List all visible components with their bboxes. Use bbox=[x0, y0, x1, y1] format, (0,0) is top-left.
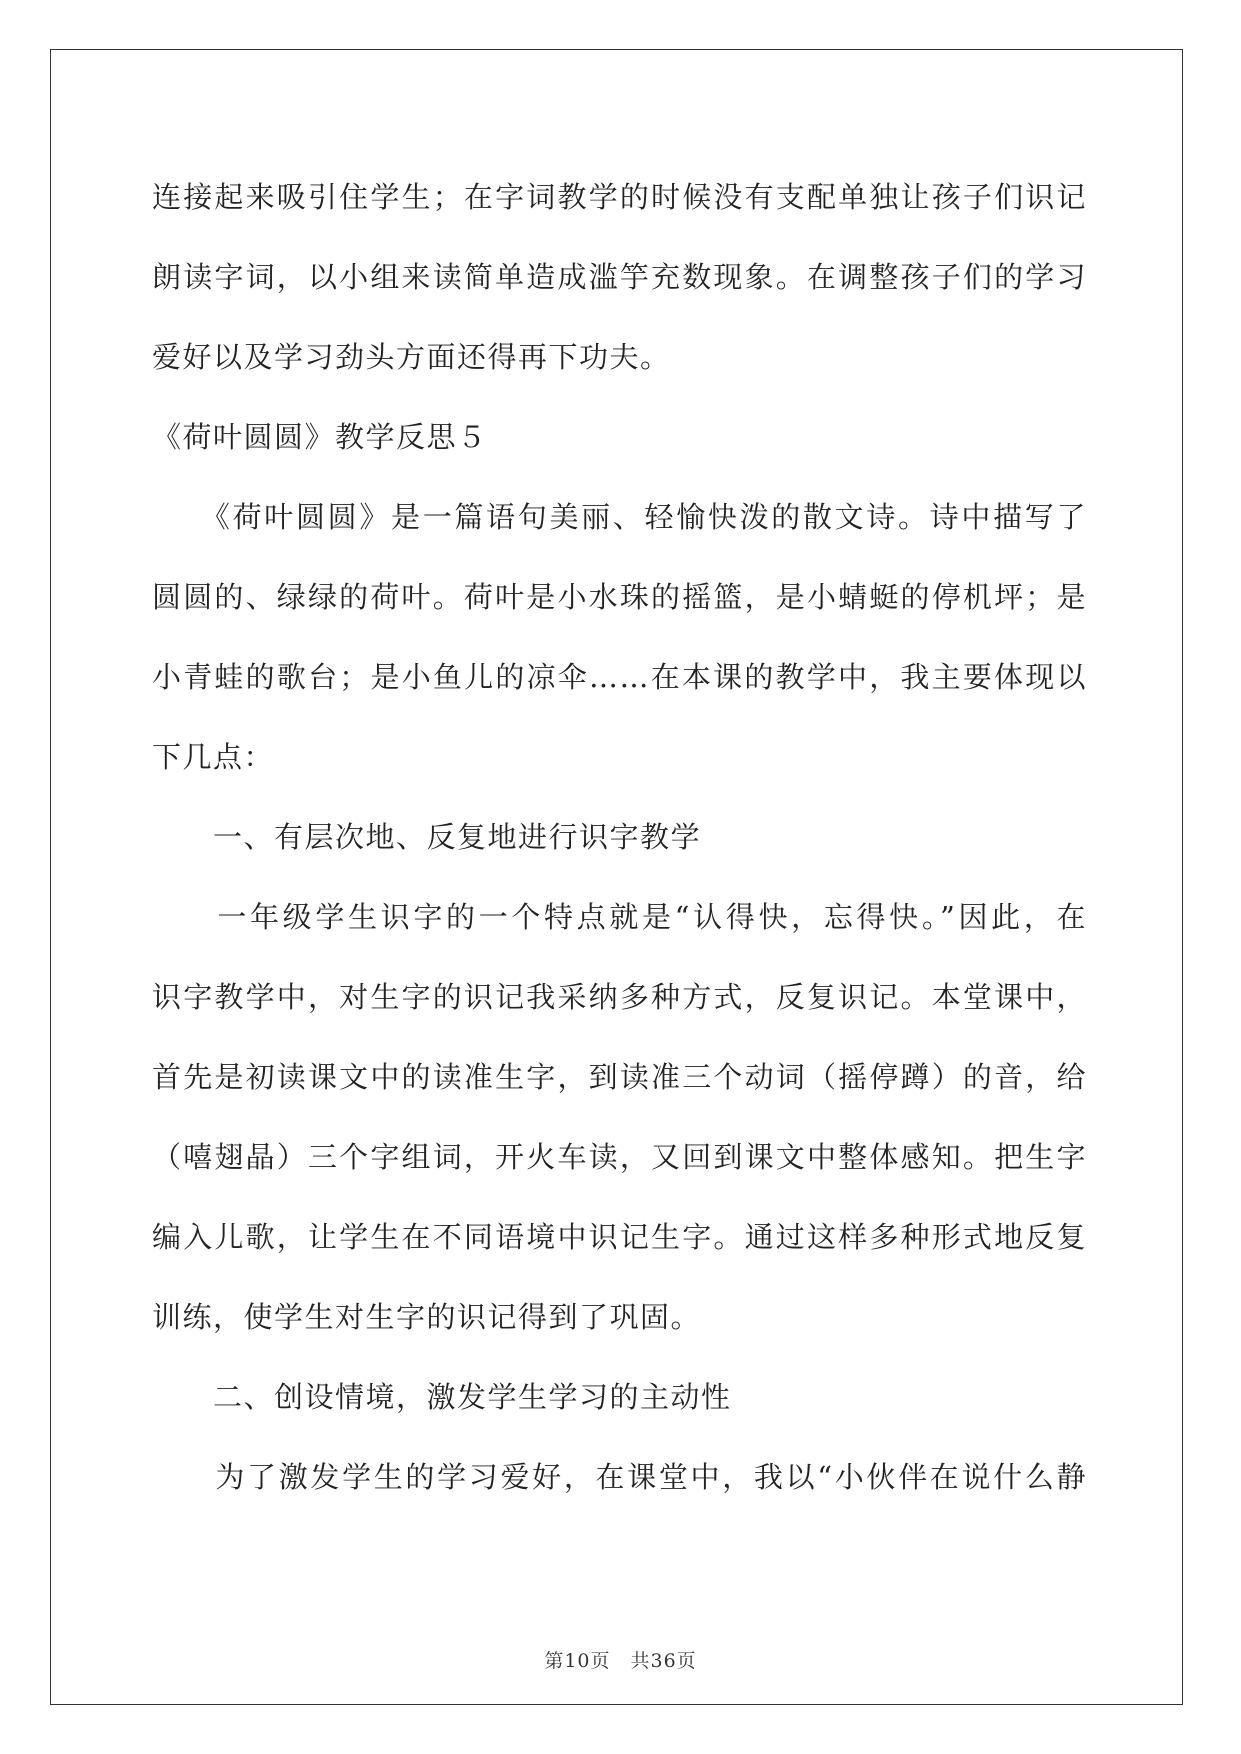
text-line: 为了激发学生的学习爱好，在课堂中，我以“小伙伴在说什么静 bbox=[152, 1460, 1087, 1494]
section-heading: 《荷叶圆圆》教学反思５ bbox=[152, 420, 488, 454]
text-line: 下几点： bbox=[152, 740, 275, 774]
text-line: 首先是初读课文中的读准生字，到读准三个动词（摇停蹲）的音，给 bbox=[152, 1060, 1087, 1094]
text-line: 连接起来吸引住学生；在字词教学的时候没有支配单独让孩子们识记 bbox=[152, 180, 1087, 214]
text-line: 一年级学生识字的一个特点就是“认得快，忘得快。”因此，在 bbox=[152, 900, 1087, 934]
text-line: （嘻翅晶）三个字组词，开火车读，又回到课文中整体感知。把生字 bbox=[152, 1140, 1087, 1174]
subheading: 一、有层次地、反复地进行识字教学 bbox=[152, 820, 702, 854]
page-number: 第10页 共36页 bbox=[544, 1650, 697, 1672]
text-line: 《荷叶圆圆》是一篇语句美丽、轻愉快泼的散文诗。诗中描写了 bbox=[152, 500, 1087, 534]
text-line: 圆圆的、绿绿的荷叶。荷叶是小水珠的摇篮，是小蜻蜓的停机坪；是 bbox=[152, 580, 1087, 614]
subheading: 二、创设情境，激发学生学习的主动性 bbox=[152, 1380, 732, 1414]
text-line: 爱好以及学习劲头方面还得再下功夫。 bbox=[152, 340, 671, 374]
text-line: 识字教学中，对生字的识记我采纳多种方式，反复识记。本堂课中， bbox=[152, 980, 1087, 1014]
text-line: 小青蛙的歌台；是小鱼儿的凉伞……在本课的教学中，我主要体现以 bbox=[152, 660, 1087, 694]
document-body bbox=[152, 157, 1087, 1517]
text-line: 训练，使学生对生字的识记得到了巩固。 bbox=[152, 1300, 702, 1334]
text-line: 朗读字词，以小组来读简单造成滥竽充数现象。在调整孩子们的学习 bbox=[152, 260, 1087, 294]
text-line: 编入儿歌，让学生在不同语境中识记生字。通过这样多种形式地反复 bbox=[152, 1220, 1087, 1254]
